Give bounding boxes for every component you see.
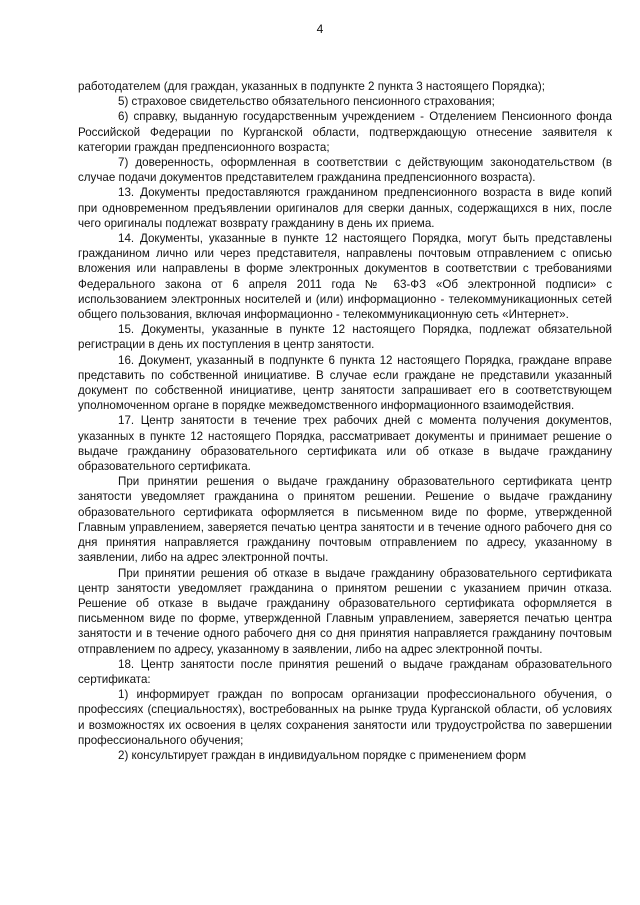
paragraph: При принятии решения об отказе в выдаче гражданину образовательного сертификата центр занятости уведомляет гражданина о принятом решении с указанием причин отказа. Решение об отказе в выдаче гражданину образовательного сертификата оформляется в письменном виде по форме, утвержденной Главным управлением, заверяется печатью центра занятости и в течение одного рабочего дня со дня принятия направляется гражданину почтовым отправлением по адресу, указанному в заявлении, либо на адрес электронной почты. <box>78 566 612 656</box>
paragraph: 16. Документ, указанный в подпункте 6 пункта 12 настоящего Порядка, граждане вправе представить по собственной инициативе. В случае если граждане не представили указанный документ по собственной инициативе, центр занятости запрашивает его в соответствующем уполномоченном органе в порядке межведомственного информационного взаимодействия. <box>78 353 612 413</box>
paragraph: 6) справку, выданную государственным учреждением - Отделением Пенсионного фонда Российской Федерации по Курганской области, подтверждающую отнесение заявителя к категории граждан предпенсионного возраста; <box>78 110 612 154</box>
page-number: 4 <box>316 22 324 36</box>
paragraph: При принятии решения о выдаче гражданину образовательного сертификата центр занятости уведомляет гражданина о принятом решении. Решение о выдаче гражданину образовательного сертификата оформляется в письменном виде по форме, утвержденной Главным управлением, заверяется печатью центра занятости и в течение одного рабочего дня со дня принятия направляется гражданину почтовым отправлением по адресу, указанному в заявлении, либо на адрес электронной почты. <box>78 475 612 565</box>
paragraph: 18. Центр занятости после принятия решений о выдаче гражданам образовательного сертификата: <box>78 657 612 686</box>
paragraph: 13. Документы предоставляются гражданином предпенсионного возраста в виде копий при одновременном предъявлении оригиналов для сверки данных, содержащихся в них, после чего оригиналы подлежат возврату гражданину в день их приема. <box>78 186 612 230</box>
paragraph: 1) информирует граждан по вопросам организации профессионального обучения, о профессиях (специальностях), востребованных на рынке труда Курганской области, об условиях и возможностях их освоения в целях сохранения занятости или трудоустройства по завершении профессионального обучения; <box>78 688 612 747</box>
paragraph: 14. Документы, указанные в пункте 12 настоящего Порядка, могут быть представлены гражданином лично или через представителя, направлены почтовым отправлением с описью вложения или направлены в форме электронных документов в соответствии с требованиями Федерального закона от 6 апреля 2011 года № 63-ФЗ «Об электронной подписи» с использованием электронных носителей и (или) информационно - телекоммуникационных сетей общего пользования, включая информационно - телекоммуникационную сеть «Интернет». <box>78 232 612 322</box>
document-body <box>78 79 612 763</box>
paragraph: 7) доверенность, оформленная в соответствии с действующим законодательством (в случае подачи документов представителем гражданина предпенсионного возраста). <box>78 156 612 185</box>
paragraph: 15. Документы, указанные в пункте 12 настоящего Порядка, подлежат обязательной регистрации в день их поступления в центр занятости. <box>78 323 612 352</box>
paragraph: 17. Центр занятости в течение трех рабочих дней с момента получения документов, указанных в пункте 12 настоящего Порядка, рассматривает документы и принимает решение о выдаче гражданину образовательного сертификата или об отказе в выдаче гражданину образовательного сертификата. <box>78 414 612 474</box>
paragraph: 2) консультирует граждан в индивидуальном порядке с применением форм <box>118 748 527 762</box>
paragraph: работодателем (для граждан, указанных в подпункте 2 пункта 3 настоящего Порядка); <box>78 80 545 93</box>
paragraph: 5) страховое свидетельство обязательного пенсионного страхования; <box>118 95 495 109</box>
